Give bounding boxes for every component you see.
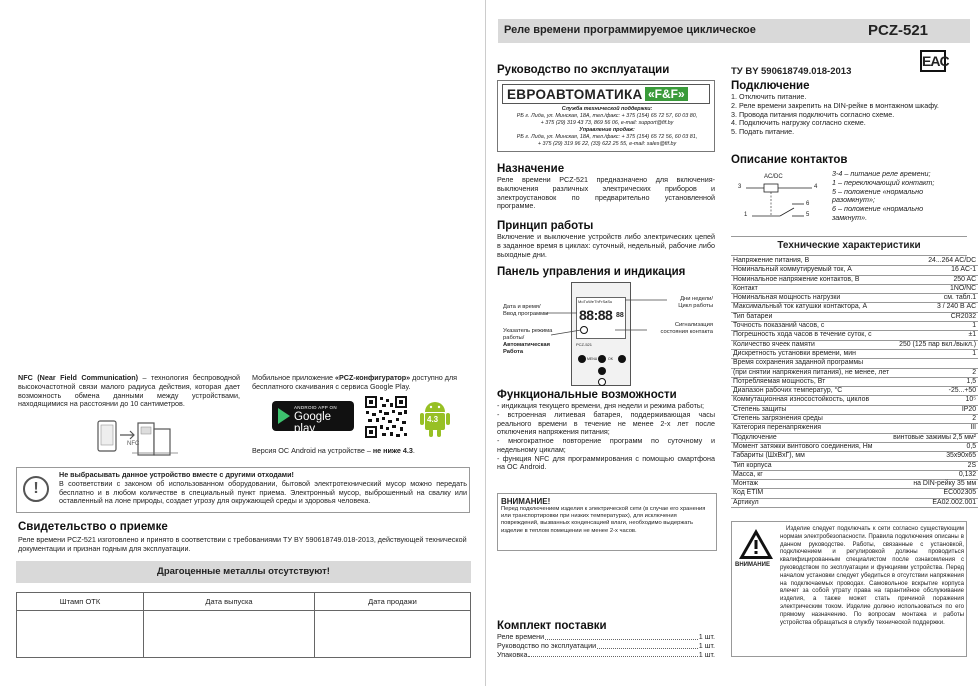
app-description	[252, 374, 474, 392]
spec-row	[731, 470, 978, 479]
spec-value: винтовые зажимы 2,5 мм²	[893, 433, 977, 441]
disposal-text: В соответствии с законом об использованном оборудовании, бытовой электротехнический мусор можно передать бесплатно и в любом количестве в специальный пункт приема. Электронный мусор, выброшенный на свалку или оставленный на лоне природы, создает угрозу для окружающей среды и здоровья человека.	[59, 478, 467, 506]
spec-param: Точность показаний часов, с	[731, 322, 891, 331]
logo-brand: «F&F»	[645, 87, 688, 101]
spec-param: Категория перенапряжения	[731, 424, 891, 433]
functions-list	[497, 402, 715, 472]
spec-value: 1	[891, 322, 978, 331]
spec-param: Момент затяжки винтового соединения, Нм	[731, 442, 891, 451]
spec-row	[731, 433, 978, 442]
kit-title: Комплект поставки	[497, 620, 607, 632]
spec-value: 2	[891, 415, 978, 424]
connection-step: 2. Реле времени закрепить на DIN-рейке в монтажном шкафу.	[731, 100, 939, 110]
terminal-3: 3	[738, 184, 742, 190]
label-auto-line2: Работа	[503, 348, 524, 355]
spec-row	[731, 294, 978, 303]
acdc-label: AC/DC	[764, 174, 783, 180]
gp-big-label: Google play	[294, 411, 332, 435]
stamp-header-otk: Штамп ОТК	[17, 593, 144, 611]
logo-text: ЕВРОАВТОМАТИКА	[507, 87, 643, 102]
spec-param: Время сохранения заданной программы	[731, 359, 891, 368]
label-signal-line2: состояния контакта	[660, 328, 713, 335]
spec-param: Количество ячеек памяти	[731, 340, 891, 349]
connection-steps	[731, 93, 953, 137]
play-icon	[278, 408, 290, 424]
spec-value: -25...+50	[891, 387, 978, 396]
spec-value: 16 AC-1	[891, 266, 978, 275]
spec-param: Коммутационная износостойкость, циклов	[731, 396, 891, 405]
support-l5: РБ г. Лида, ул. Минская, 18А, тел./факс: + 375 (154) 65 72 56, 60 03 81,	[516, 134, 698, 141]
nfc-description	[18, 374, 240, 409]
spec-param: Тип батареи	[731, 312, 891, 321]
spec-row	[731, 480, 978, 489]
stamp-table	[16, 592, 471, 658]
support-l4: Управление продаж:	[579, 127, 635, 134]
spec-value: 250 (125 пар вкл./выкл.)	[891, 340, 978, 349]
tu-number: ТУ BY 590618749.018-2013	[731, 66, 852, 77]
disposal-title: Не выбрасывать данное устройство вместе с другими отходами!	[59, 470, 294, 479]
spec-param: Номинальный коммутируемый ток, А	[731, 266, 891, 275]
principle-text: Включение и выключение устройств либо электрических цепей в заданное время в циклах: суточный, недельный, рабочие либо выходные дни.	[497, 232, 715, 259]
contact-desc: 5 – положение «нормально разомкнут»;	[832, 186, 924, 205]
spec-param: Степень загрязнения среды	[731, 415, 891, 424]
kit-item: Упаковка 1 шт.	[497, 649, 715, 659]
app-text-2: доступно для бесплатного скачивания с сервиса Google Play.	[252, 373, 458, 391]
spec-row	[731, 257, 978, 266]
android-robot-icon	[418, 399, 452, 439]
terminal-5: 5	[806, 212, 810, 218]
spec-value: 0,132	[891, 470, 978, 479]
spec-row	[731, 442, 978, 451]
label-mode	[503, 328, 552, 356]
spec-row	[731, 405, 978, 414]
support-l1: Служба технической поддержки:	[561, 106, 653, 112]
display-days: MoTuWeThFrSaSu	[578, 299, 613, 304]
qr-code-icon	[364, 395, 408, 439]
panel-title: Панель управления и индикация	[497, 266, 686, 278]
label-mode-line1: Указатель режима	[503, 328, 553, 334]
spec-value: 24...264 AC/DC	[891, 257, 978, 266]
nfc-text: – технология беспроводной высокочастотной связи малого радиуса действия, которая дает возможность обмена данными между устройствами, находящимися на расстоянии до 10 сантиметров.	[18, 373, 240, 409]
spec-value: EC002305	[891, 489, 978, 498]
android-requirement: Версия ОС Android на устройстве – не ниже 4.3.	[252, 446, 415, 455]
attention-box	[497, 493, 717, 551]
contacts-schematic	[734, 170, 824, 226]
label-date-line1: Дата и время/	[503, 304, 541, 310]
functions-title: Функциональные возможности	[497, 389, 677, 401]
spec-row	[731, 312, 978, 321]
contact-desc: 1 – переключающий контакт;	[832, 177, 935, 187]
principle-title: Принцип работы	[497, 220, 594, 232]
spec-param: Подключение	[731, 433, 891, 442]
app-text-1: Мобильное приложение	[252, 373, 335, 382]
label-days-line1: Дни недели/	[680, 296, 713, 302]
spec-param: Артикул	[731, 498, 891, 507]
nfc-illustration	[92, 413, 182, 463]
spec-value: 1NO/NC	[891, 284, 978, 293]
spec-row	[731, 461, 978, 470]
spec-row	[731, 452, 978, 461]
stamp-header-release: Дата выпуска	[144, 593, 315, 611]
support-contacts	[502, 106, 712, 148]
kit-list	[497, 633, 715, 659]
header-title: Реле времени программируемое циклическое	[504, 24, 756, 36]
stamp-cell-release[interactable]	[144, 611, 315, 658]
spec-param: (при снятии напряжения питания), не менее, лет	[733, 368, 890, 376]
spec-param: Напряжение питания, В	[731, 257, 891, 266]
precious-metals-banner: Драгоценные металлы отсутствуют!	[16, 561, 471, 583]
eac-mark: EAC	[920, 50, 946, 72]
spec-value: EA02.002.001	[891, 498, 978, 507]
spec-param: Потребляемая мощность, Вт	[731, 377, 891, 386]
spec-value: 250 AC	[891, 275, 978, 284]
spec-param: Дискретность установки времени, мин	[731, 349, 891, 358]
function-item: - встроенная литиевая батарея, поддерживающая часы реального времени в течение не менее 2-х лет после отключения напряжения питания;	[497, 409, 715, 437]
support-l6: + 375 (29) 319 96 22, (33) 622 25 55, e-mail: sales@fif.by	[537, 141, 677, 148]
warning-label: ВНИМАНИЕ	[735, 562, 770, 568]
kit-item: Руководство по эксплуатации 1 шт.	[497, 640, 715, 650]
contact-desc: 6 – положение «нормально замкнут».	[832, 204, 924, 222]
spec-row	[731, 377, 978, 386]
stamp-cell-otk[interactable]	[17, 611, 144, 658]
spec-value: IP20	[891, 405, 978, 414]
spec-value: 2S	[891, 461, 978, 470]
panel-diagram	[497, 280, 717, 390]
attention-text: Перед подключением изделия к электрической сети (в случае его хранения или транспортировки при низких температурах), для исключения повреждений, вызванных конденсацией влаги, необходимо выдержать изделие в теплом помещении не менее 2-х часов.	[501, 506, 706, 534]
app-name: «PCZ-конфигуратор»	[334, 373, 411, 382]
spec-param: Монтаж	[731, 480, 891, 489]
spec-row	[731, 415, 978, 424]
spec-row	[731, 387, 978, 396]
header-bar	[498, 19, 970, 43]
support-l3: + 375 (29) 319 43 73, 869 56 06, e-mail: support@fif.by	[540, 120, 674, 127]
kit-item: Реле времени 1 шт.	[497, 632, 715, 641]
spec-value: 35x90x65	[891, 452, 978, 461]
warning-triangle-icon	[738, 528, 774, 565]
spec-value: CR2032	[891, 312, 978, 321]
function-item: - функция NFC для программирования с помощью смартфона на ОС Android.	[497, 453, 715, 472]
spec-row	[731, 396, 978, 405]
spec-row	[731, 489, 978, 498]
spec-value: III	[891, 424, 978, 433]
spec-param: Контакт	[731, 284, 891, 293]
device-model-label: PCZ-521	[576, 342, 593, 347]
spec-row	[731, 349, 978, 358]
connection-step: 3. Провода питания подключить согласно схеме.	[731, 109, 895, 119]
spec-row	[731, 498, 978, 507]
spec-row	[731, 340, 978, 349]
spec-value: см. табл.1	[891, 294, 978, 303]
purpose-text: Реле времени PCZ-521 предназначено для включения-выключения различных электрических приборов и электроустановок по предварительно установленной программе.	[497, 175, 715, 211]
label-mode-line2: работы/	[503, 334, 525, 341]
spec-row	[731, 266, 978, 275]
spec-row	[731, 303, 978, 312]
certificate-title: Свидетельство о приемке	[18, 521, 168, 533]
attention-title: ВНИМАНИЕ!	[501, 497, 551, 506]
label-days	[665, 296, 713, 310]
spec-param: Диапазон рабочих температур, °С	[731, 387, 891, 396]
disposal-text-block	[59, 471, 467, 506]
menu-label: MENU	[587, 357, 598, 361]
android-version-label: 4.3	[427, 415, 439, 424]
terminal-4: 4	[814, 184, 818, 190]
spec-param: Степень защиты	[731, 405, 891, 414]
contacts-title: Описание контактов	[731, 154, 848, 166]
support-l2: РБ г. Лида, ул. Минская, 18А, тел./факс: + 375 (154) 65 72 57, 60 03 80,	[516, 113, 698, 120]
spec-value: 10⁵	[891, 396, 978, 405]
certificate-text: Реле времени PCZ-521 изготовлено и принято в соответствии с требованиями ТУ BY 590618749.018-2013, действующей технической документации и признан годным для эксплуатации.	[18, 535, 467, 553]
warning-box	[731, 521, 967, 657]
contacts-description	[832, 170, 954, 223]
spec-param: Номинальная мощность нагрузки	[731, 294, 891, 303]
spec-param: Масса, кг	[731, 470, 891, 479]
gp-small-label: ANDROID APP ON	[294, 405, 337, 410]
disposal-box	[16, 467, 470, 513]
label-signal	[645, 322, 713, 336]
spec-value: на DIN-рейку 35 мм	[891, 480, 978, 489]
label-days-line2: Цикл работы	[678, 302, 713, 309]
contact-desc: 3-4 – питание реле времени;	[832, 169, 931, 178]
spec-row	[731, 359, 978, 368]
label-auto-line1: Автоматическая	[503, 341, 550, 348]
specs-table	[731, 257, 978, 508]
purpose-title: Назначение	[497, 163, 565, 175]
exclamation-icon: !	[23, 476, 49, 502]
connection-title: Подключение	[731, 80, 810, 92]
android-note: Версия ОС Android на устройстве –	[252, 446, 373, 455]
spec-param: Код ETIM	[731, 489, 891, 498]
stamp-header-sale: Дата продажи	[315, 593, 471, 611]
label-date-line2: Ввод программы	[503, 310, 549, 317]
display-digits: 88:88	[579, 307, 613, 323]
spec-value: 1,5	[891, 377, 978, 386]
page-fold	[485, 0, 486, 686]
nfc-title: NFC (Near Field Communication)	[18, 373, 139, 382]
spec-param: Габариты (ШхВхГ), мм	[731, 452, 891, 461]
spec-param: Номинальное напряжение контактов, В	[731, 275, 891, 284]
terminal-6: 6	[806, 201, 810, 207]
spec-value: 0,5	[891, 442, 978, 451]
stamp-cell-sale[interactable]	[315, 611, 471, 658]
spec-row	[731, 322, 978, 331]
nfc-mark: NFC	[127, 441, 140, 447]
terminal-1: 1	[744, 212, 748, 218]
spec-param: Тип корпуса	[731, 461, 891, 470]
specs-title: Технические характеристики	[731, 236, 967, 256]
warning-text: Изделие следует подключать к сети согласно существующим нормам электробезопасности. Правила подключения описаны в данном руководстве. Работы, связанные с установкой, подключением и регулировкой должны проводиться квалифицированным специалистом после ознакомления с руководством по эксплуатации и функциями устройства. Перед началом установки следует убедиться в отсутствии напряжения на подключаемых проводах. Самовольное вскрытие корпуса влечет за собой утрату права на гарантийное обслуживание изделия, а также может стать причиной поражения электрическим током. Изделие должно использоваться по его прямому назначению. По вопросам монтажа и работы устройства обращаться в службу технической поддержки.	[780, 525, 964, 626]
function-item: - индикация текущего времени, дня недели и режима работы;	[497, 401, 705, 410]
spec-value: 1	[891, 349, 978, 358]
spec-row	[731, 284, 978, 293]
manual-title: Руководство по эксплуатации	[497, 64, 670, 76]
logo-support-box	[497, 80, 715, 152]
spec-row	[731, 331, 978, 340]
display-seconds: 88	[616, 312, 624, 319]
spec-row	[731, 275, 978, 284]
spec-value: 2	[891, 368, 978, 377]
spec-value: 3 / 240 В AC	[891, 303, 978, 312]
connection-step: 4. Подключить нагрузку согласно схеме.	[731, 118, 866, 128]
spec-row	[731, 368, 978, 377]
label-date-time	[503, 304, 548, 318]
spec-value: ±1	[891, 331, 978, 340]
ok-label: OK	[608, 357, 614, 361]
spec-param: Максимальный ток катушки контактора, А	[731, 303, 891, 312]
spec-row	[731, 424, 978, 433]
android-min: не ниже 4.3	[372, 446, 413, 455]
spec-value	[891, 359, 978, 368]
google-play-badge[interactable]	[272, 401, 354, 435]
header-model: PCZ-521	[868, 22, 929, 39]
function-item: - многократное повторение программ по суточному и недельному циклам;	[497, 436, 715, 454]
company-logo	[502, 84, 710, 104]
spec-param: Погрешность хода часов в течение суток, с	[731, 331, 891, 340]
connection-step: 5. Подать питание.	[731, 127, 795, 137]
connection-step: 1. Отключить питание.	[731, 92, 807, 101]
label-signal-line1: Сигнализация	[674, 322, 713, 328]
